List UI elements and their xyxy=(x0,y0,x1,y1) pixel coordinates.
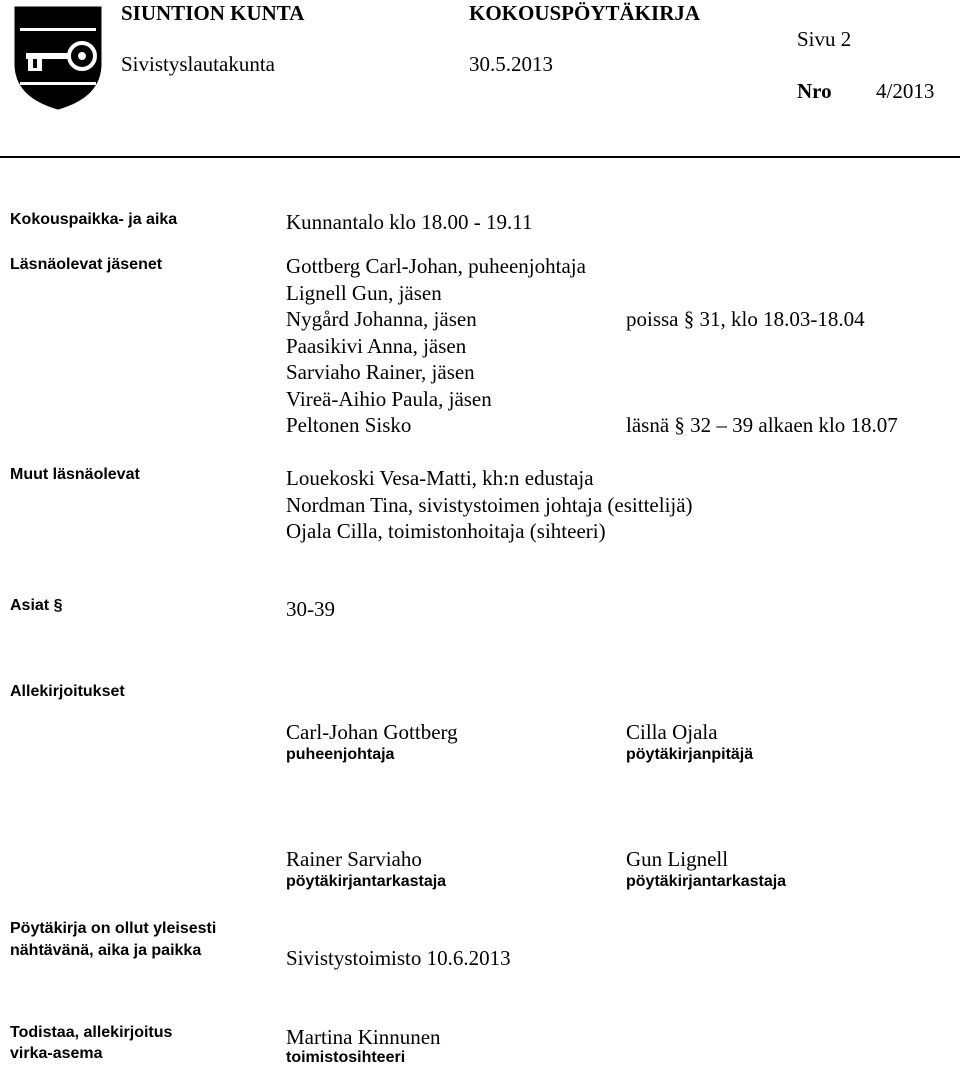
municipality-name: SIUNTION KUNTA xyxy=(121,1,305,25)
secretary-name: Cilla Ojala xyxy=(626,720,718,744)
secretary-role: pöytäkirjanpitäjä xyxy=(626,746,754,763)
document-type: KOKOUSPÖYTÄKIRJA xyxy=(469,1,701,25)
checker2-name: Gun Lignell xyxy=(626,847,729,871)
chair-name: Carl-Johan Gottberg xyxy=(286,720,458,744)
others-list xyxy=(286,465,693,545)
member-name: Vireä-Aihio Paula, jäsen xyxy=(286,386,492,411)
others-label: Muut läsnäolevat xyxy=(10,466,140,483)
public-display-label-1: Pöytäkirja on ollut yleisesti xyxy=(10,920,217,937)
place-label: Kokouspaikka- ja aika xyxy=(10,211,178,228)
place-value: Kunnantalo klo 18.00 - 19.11 xyxy=(286,210,533,234)
member-name: Paasikivi Anna, jäsen xyxy=(286,333,467,358)
nro-value: 4/2013 xyxy=(876,79,935,103)
certification-label-1: Todistaa, allekirjoitus xyxy=(10,1024,173,1041)
member-note: läsnä § 32 – 39 alkaen klo 18.07 xyxy=(626,413,898,437)
certification-label-2: virka-asema xyxy=(10,1045,103,1062)
board-name: Sivistyslautakunta xyxy=(121,52,275,76)
public-display-label-2: nähtävänä, aika ja paikka xyxy=(10,942,202,959)
certifier-role: toimistosihteeri xyxy=(286,1049,406,1066)
other-attendee: Nordman Tina, sivistystoimen johtaja (esittelijä) xyxy=(286,492,693,517)
nro-label: Nro xyxy=(797,79,832,103)
signatures-label: Allekirjoitukset xyxy=(10,683,125,700)
key-crest-icon xyxy=(12,4,104,110)
public-display-value: Sivistystoimisto 10.6.2013 xyxy=(286,946,511,970)
other-attendee: Ojala Cilla, toimistonhoitaja (sihteeri) xyxy=(286,519,606,543)
other-attendee: Louekoski Vesa-Matti, kh:n edustaja xyxy=(286,466,594,490)
present-label: Läsnäolevat jäsenet xyxy=(10,256,163,273)
header-divider xyxy=(0,156,960,158)
meeting-date: 30.5.2013 xyxy=(469,52,553,76)
checker2-role: pöytäkirjantarkastaja xyxy=(626,873,787,890)
page-number: Sivu 2 xyxy=(797,27,852,51)
matters-label: Asiat § xyxy=(10,597,63,614)
member-name: Sarviaho Rainer, jäsen xyxy=(286,360,475,384)
member-note: poissa § 31, klo 18.03-18.04 xyxy=(626,307,865,331)
checker1-role: pöytäkirjantarkastaja xyxy=(286,873,447,890)
member-name: Nygård Johanna, jäsen xyxy=(286,307,477,331)
checker1-name: Rainer Sarviaho xyxy=(286,847,422,871)
member-list xyxy=(286,253,586,439)
member-name: Gottberg Carl-Johan, puheenjohtaja xyxy=(286,254,586,278)
matters-value: 30-39 xyxy=(286,597,335,621)
certifier-name: Martina Kinnunen xyxy=(286,1025,441,1049)
member-name: Lignell Gun, jäsen xyxy=(286,280,442,305)
member-name: Peltonen Sisko xyxy=(286,413,412,437)
chair-role: puheenjohtaja xyxy=(286,746,395,763)
